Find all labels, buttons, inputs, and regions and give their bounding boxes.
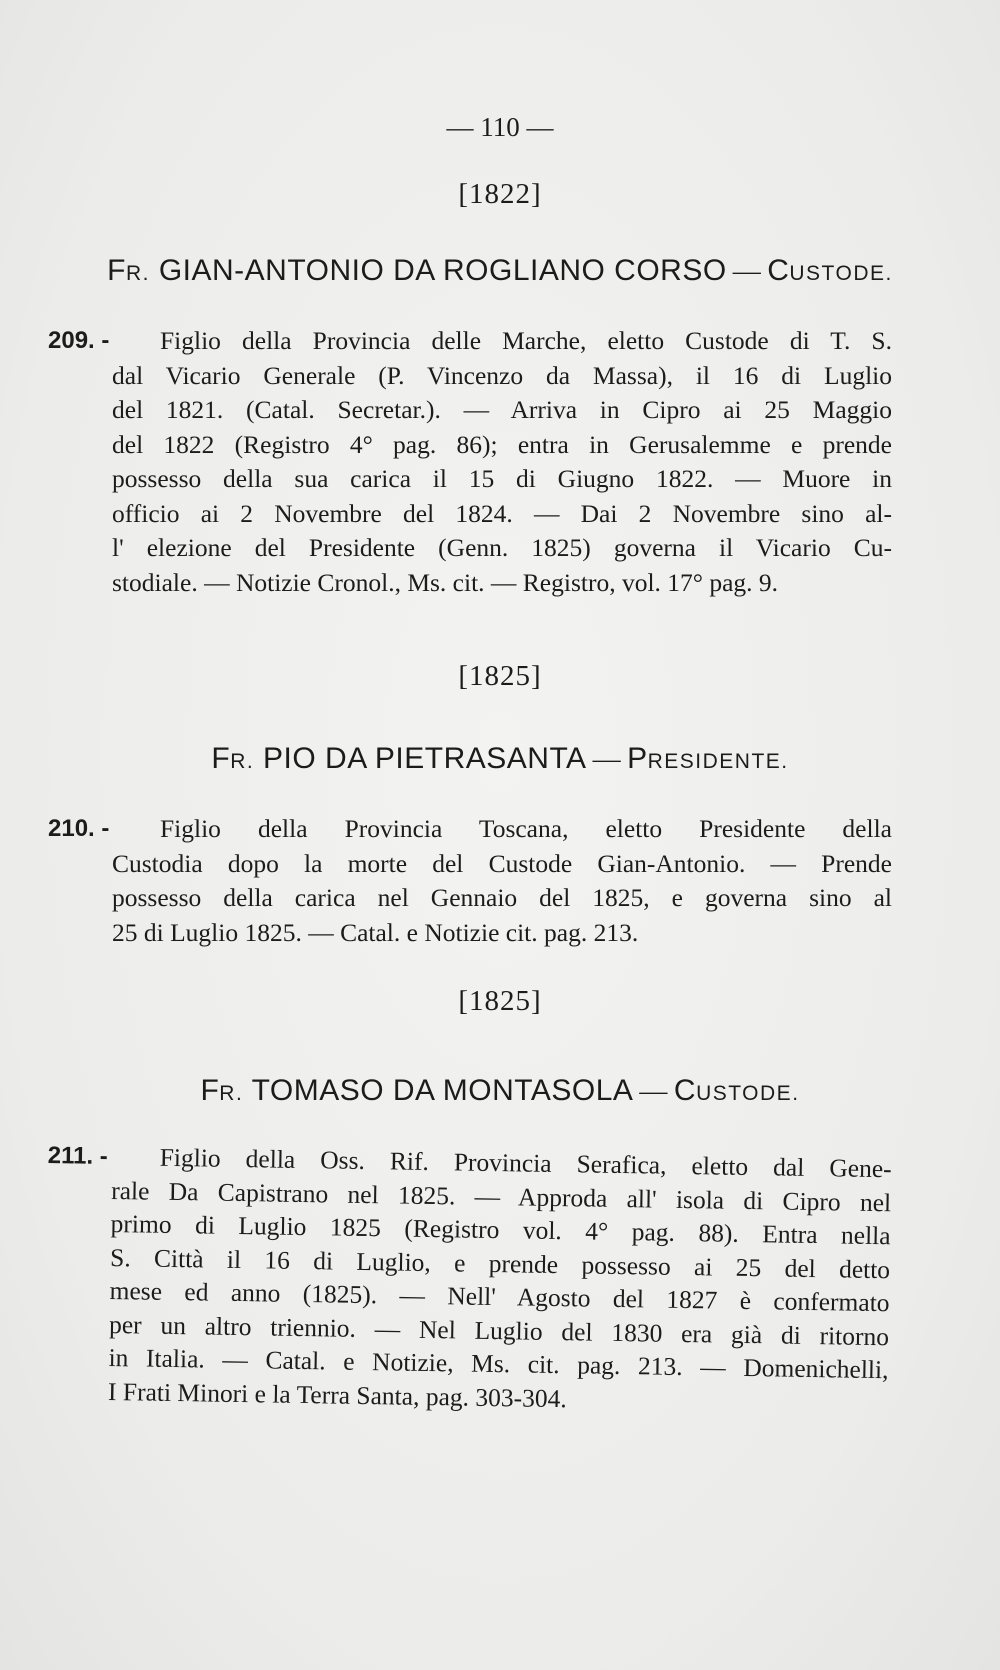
entry-line: Figlio della Provincia delle Marche, eletto Custode di T. S.: [160, 326, 892, 355]
entry-210: [48, 812, 892, 950]
heading-title-initial: C: [767, 254, 790, 287]
entry-number: 209. -: [48, 327, 110, 354]
entry-line: in Italia. — Catal. e Notizie, Ms. cit. pag. 213. — Domenichelli,: [108, 1342, 889, 1385]
heading-name: TOMASO DA MONTASOLA: [251, 1074, 634, 1107]
heading-title-initial: P: [627, 742, 648, 775]
entry-line: mese ed anno (1825). — Nell' Agosto del 1827 è confermato: [109, 1275, 890, 1318]
entry-line: del 1821. (Catal. Secretar.). — Arriva in Cipro ai 25 Maggio: [112, 395, 892, 424]
entry-line: possesso della sua carica il 15 di Giugno 1822. — Muore in: [112, 464, 892, 493]
entry-line: S. Città il 16 di Luglio, e prende possesso ai 25 del detto: [109, 1242, 891, 1284]
entry-heading: [0, 742, 1000, 776]
entry-line: I Frati Minori e la Terra Santa, pag. 303-304.: [107, 1376, 567, 1413]
entry-number: 211. -: [47, 1141, 109, 1170]
entry-line: 25 di Luglio 1825. — Catal. e Notizie cit. pag. 213.: [112, 917, 639, 947]
heading-name: PIO DA PIETRASANTA: [263, 742, 587, 775]
page-number: — 110 —: [446, 112, 554, 142]
heading-title-initial: C: [673, 1074, 697, 1107]
heading-dash: —: [639, 1076, 668, 1107]
entry-line: officio ai 2 Novembre del 1824. — Dai 2 Novembre sino al-: [112, 498, 892, 528]
entry-line: primo di Luglio 1825 (Registro vol. 4° pag. 88). Entra nella: [110, 1208, 891, 1251]
heading-prefix-rest: R.: [219, 1082, 244, 1105]
entry-line: del 1822 (Registro 4° pag. 86); entra in Gerusalemme e prende: [112, 429, 892, 459]
entry-line: Custodia dopo la morte del Custode Gian-Antonio. — Prende: [112, 848, 892, 878]
heading-dash: —: [732, 256, 762, 287]
heading-name: GIAN-ANTONIO DA ROGLIANO CORSO: [158, 254, 727, 287]
heading-prefix-initial: F: [107, 254, 126, 287]
year-heading: [1825]: [458, 660, 542, 692]
entry-number: 210. -: [48, 815, 110, 842]
heading-prefix-rest: R.: [230, 750, 255, 773]
year-heading: [1825]: [458, 985, 542, 1017]
entry-heading: [0, 254, 1000, 288]
entry-209: [48, 324, 892, 600]
heading-title-rest: USTODE.: [696, 1082, 800, 1105]
entry-heading: [0, 1074, 1000, 1108]
entry-line: possesso della carica nel Gennaio del 1825, e governa sino al: [112, 883, 892, 912]
heading-title-rest: USTODE.: [789, 262, 893, 285]
year-heading: [1822]: [458, 178, 542, 210]
entry-line: stodiale. — Notizie Cronol., Ms. cit. — Registro, vol. 17° pag. 9.: [112, 567, 779, 597]
entry-line: per un altro triennio. — Nel Luglio del 1830 era già di ritorno: [108, 1309, 890, 1351]
heading-prefix-initial: F: [200, 1074, 220, 1107]
entry-211: [47, 1140, 892, 1420]
entry-line: Figlio della Oss. Rif. Provincia Serafica, eletto dal Gene-: [159, 1142, 892, 1184]
heading-dash: —: [592, 744, 622, 775]
heading-title-rest: RESIDENTE.: [647, 750, 789, 773]
entry-line: rale Da Capistrano nel 1825. — Approda all' isola di Cipro nel: [110, 1175, 892, 1217]
entry-line: Figlio della Provincia Toscana, eletto Presidente della: [160, 814, 892, 843]
entry-line: l' elezione del Presidente (Genn. 1825) governa il Vicario Cu-: [112, 533, 892, 562]
heading-prefix-rest: R.: [125, 262, 150, 285]
entry-line: dal Vicario Generale (P. Vincenzo da Massa), il 16 di Luglio: [112, 360, 892, 390]
heading-prefix-initial: F: [211, 742, 231, 775]
